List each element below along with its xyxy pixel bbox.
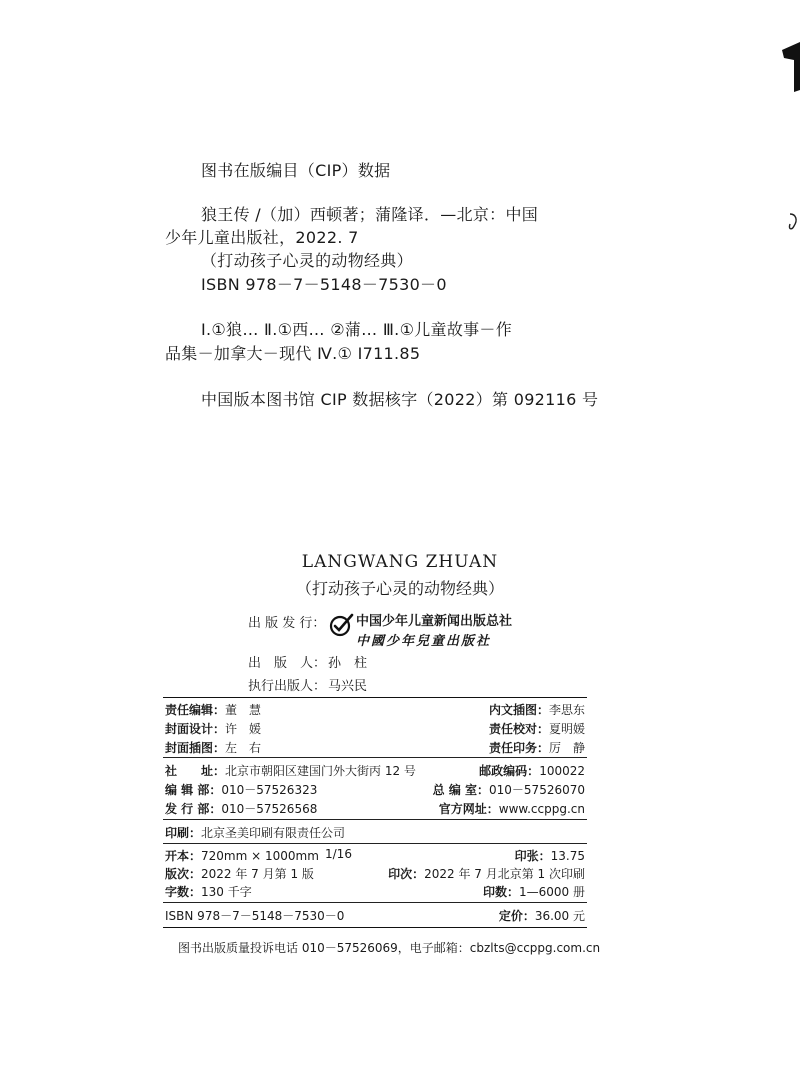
address-row: 社 址：北京市朝阳区建国门外大街丙 12 号 邮政编码：100022 <box>165 764 585 778</box>
spec-row: 字数：130 千字 印数：1—6000 册 <box>165 885 585 899</box>
publisher-person-label: 出 版 人： <box>248 656 327 671</box>
spec-row: 开本：720mm × 1000mm 1/16 印张：13.75 <box>165 847 585 863</box>
page-edge-mark <box>780 40 800 100</box>
divider <box>163 843 587 844</box>
publisher-name-calligraphy: 中國少年兒童出版社 <box>356 634 492 649</box>
publisher-name-main: 中国少年儿童新闻出版总社 <box>356 614 513 629</box>
cip-isbn: ISBN 978－7－5148－7530－0 <box>201 275 447 294</box>
exec-publisher: 马兴民 <box>328 679 368 694</box>
cip-classification-1: Ⅰ.①狼… Ⅱ.①西… ②蒲… Ⅲ.①儿童故事－作 <box>201 320 513 339</box>
cip-classification-2: 品集－加拿大－现代 Ⅳ.① I711.85 <box>165 344 421 363</box>
page-edge-glyph <box>786 210 800 234</box>
divider <box>163 819 587 820</box>
exec-publisher-label: 执行出版人： <box>248 679 327 694</box>
printer-row: 印刷：北京圣美印刷有限责任公司 <box>165 826 346 840</box>
divider <box>163 757 587 758</box>
book-series: （打动孩子心灵的动物经典） <box>295 579 504 598</box>
cip-line-2: 少年儿童出版社，2022. 7 <box>165 228 359 247</box>
publisher-person: 孙 柱 <box>328 656 368 671</box>
spec-row: 版次：2022 年 7 月第 1 版 印次：2022 年 7 月北京第 1 次印刷 <box>165 867 585 881</box>
quality-complaint: 图书出版质量投诉电话 010－57526069，电子邮箱：cbzlts@ccppg.com.cn <box>178 941 601 955</box>
divider <box>163 902 587 903</box>
divider <box>163 927 587 928</box>
isbn-price-row: ISBN 978－7－5148－7530－0 定价：36.00 元 <box>165 909 585 923</box>
credit-row: 封面设计：许 媛 责任校对：夏明媛 <box>165 722 585 736</box>
publisher-logo-icon <box>328 612 354 638</box>
cip-heading: 图书在版编目（CIP）数据 <box>201 161 391 180</box>
credit-row: 封面插图：左 右 责任印务：厉 静 <box>165 741 585 755</box>
publisher-label: 出 版 发 行： <box>248 616 326 631</box>
isbn: ISBN 978－7－5148－7530－0 <box>165 909 345 923</box>
phone-row: 编 辑 部：010－57526323 总 编 室：010－57526070 <box>165 783 585 797</box>
divider <box>163 697 587 698</box>
book-title-pinyin: LANGWANG ZHUAN <box>301 552 499 572</box>
cip-line-1: 狼王传 /（加）西顿著；蒲隆译．—北京：中国 <box>201 205 539 224</box>
phone-row: 发 行 部：010－57526568 官方网址：www.ccppg.cn <box>165 802 585 816</box>
credit-row: 责任编辑：董 慧 内文插图：李思东 <box>165 703 585 717</box>
cip-line-3: （打动孩子心灵的动物经典） <box>201 251 413 270</box>
cip-record-number: 中国版本图书馆 CIP 数据核字（2022）第 092116 号 <box>201 390 599 409</box>
